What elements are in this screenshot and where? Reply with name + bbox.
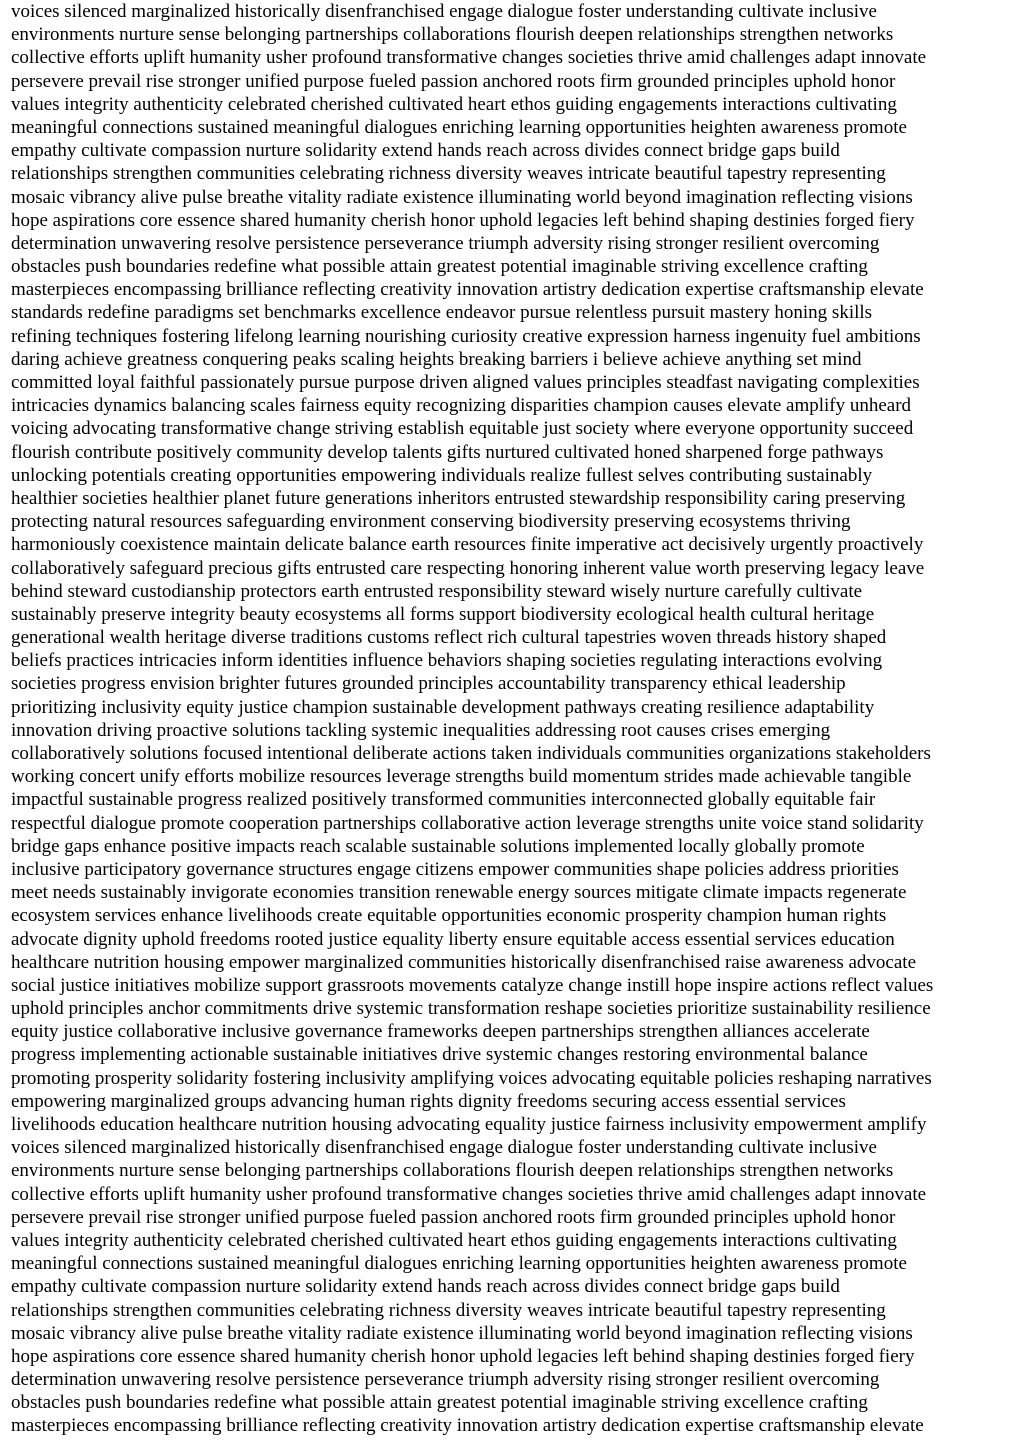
text-line: hope aspirations core essence shared humanity cherish honor uphold legacies left behind shaping destinies forged fiery xyxy=(11,209,915,231)
text-line: beliefs practices intricacies inform identities influence behaviors shaping societies regulating interactions evolving xyxy=(11,650,883,672)
text-line: protecting natural resources safeguarding environment conserving biodiversity preserving ecosystems thriving xyxy=(11,511,851,533)
text-line: standards redefine paradigms set benchmarks excellence endeavor pursue relentless pursuit mastery honing skills xyxy=(11,302,873,324)
text-line: persevere prevail rise stronger unified purpose fueled passion anchored roots firm grounded principles uphold honor xyxy=(11,70,896,92)
text-line: healthcare nutrition housing empower marginalized communities historically disenfranchised raise awareness advocate xyxy=(11,951,917,973)
text-line: collective efforts uplift humanity usher profound transformative changes societies thrive amid challenges adapt innovate xyxy=(11,47,927,69)
text-line: voicing advocating transformative change striving establish equitable just society where everyone opportunity succeed xyxy=(11,418,914,440)
text-line: prioritizing inclusivity equity justice champion sustainable development pathways creating resilience adaptability xyxy=(11,696,875,718)
text-line: bridge gaps enhance positive impacts reach scalable sustainable solutions implemented locally globally promote xyxy=(11,835,865,857)
text-line: innovation driving proactive solutions tackling systemic inequalities addressing root causes crises emerging xyxy=(11,719,831,741)
text-line: collective efforts uplift humanity usher profound transformative changes societies thrive amid challenges adapt innovate xyxy=(11,1183,927,1205)
text-line: sustainably preserve integrity beauty ecosystems all forms support biodiversity ecological health cultural heritage xyxy=(11,603,875,625)
text-line: advocate dignity uphold freedoms rooted justice equality liberty ensure equitable access essential services education xyxy=(11,928,895,950)
text-line: collaboratively safeguard precious gifts entrusted care respecting honoring inherent value worth preserving legacy leave xyxy=(11,557,925,579)
text-line: masterpieces encompassing brilliance reflecting creativity innovation artistry dedication expertise craftsmanship elevate xyxy=(11,1415,924,1437)
text-line: environments nurture sense belonging partnerships collaborations flourish deepen relationships strengthen networks xyxy=(11,1160,894,1182)
text-line: determination unwavering resolve persistence perseverance triumph adversity rising stronger resilient overcoming xyxy=(11,1369,880,1391)
text-line: determination unwavering resolve persistence perseverance triumph adversity rising stronger resilient overcoming xyxy=(11,232,880,254)
text-line: voices silenced marginalized historically disenfranchised engage dialogue foster understanding cultivate inclusive xyxy=(11,1,877,22)
text-line: harmoniously coexistence maintain delicate balance earth resources finite imperative act decisively urgently proactively xyxy=(11,534,924,556)
text-line: respectful dialogue promote cooperation partnerships collaborative action leverage strengths unite voice stand solidarity xyxy=(11,812,924,834)
text-line: relationships strengthen communities celebrating richness diversity weaves intricate beautiful tapestry representing xyxy=(11,163,886,185)
text-line: empowering marginalized groups advancing human rights dignity freedoms securing access essential services xyxy=(11,1090,846,1112)
text-line: generational wealth heritage diverse traditions customs reflect rich cultural tapestries woven threads history shaped xyxy=(11,627,887,649)
text-line: meaningful connections sustained meaningful dialogues enriching learning opportunities heighten awareness promote xyxy=(11,1253,907,1275)
text-line: voices silenced marginalized historically disenfranchised engage dialogue foster understanding cultivate inclusive xyxy=(11,1137,877,1159)
text-line: promoting prosperity solidarity fostering inclusivity amplifying voices advocating equitable policies reshaping narratives xyxy=(11,1067,932,1089)
text-line: values integrity authenticity celebrated cherished cultivated heart ethos guiding engagements interactions cultivating xyxy=(11,93,897,115)
text-line: mosaic vibrancy alive pulse breathe vitality radiate existence illuminating world beyond imagination reflecting visions xyxy=(11,1322,913,1344)
text-line: behind steward custodianship protectors earth entrusted responsibility steward wisely nurture carefully cultivate xyxy=(11,580,863,602)
text-line: empathy cultivate compassion nurture solidarity extend hands reach across divides connect bridge gaps build xyxy=(11,140,840,162)
text-line: daring achieve greatness conquering peaks scaling heights breaking barriers i believe achieve anything set mind xyxy=(11,348,862,370)
text-line: unlocking potentials creating opportunities empowering individuals realize fullest selves contributing sustainably xyxy=(11,464,873,486)
text-line: uphold principles anchor commitments drive systemic transformation reshape societies prioritize sustainability resilience xyxy=(11,998,931,1020)
text-line: values integrity authenticity celebrated cherished cultivated heart ethos guiding engagements interactions cultivating xyxy=(11,1229,897,1251)
text-line: progress implementing actionable sustainable initiatives drive systemic changes restoring environmental balance xyxy=(11,1044,868,1066)
text-line: empathy cultivate compassion nurture solidarity extend hands reach across divides connect bridge gaps build xyxy=(11,1276,840,1298)
text-line: hope aspirations core essence shared humanity cherish honor uphold legacies left behind shaping destinies forged fiery xyxy=(11,1345,915,1367)
text-line: social justice initiatives mobilize support grassroots movements catalyze change instill hope inspire actions reflect values xyxy=(11,974,934,996)
text-line: mosaic vibrancy alive pulse breathe vitality radiate existence illuminating world beyond imagination reflecting visions xyxy=(11,186,913,208)
text-line: impactful sustainable progress realized positively transformed communities interconnected globally equitable fair xyxy=(11,789,876,811)
text-line: livelihoods education healthcare nutrition housing advocating equality justice fairness inclusivity empowerment amplify xyxy=(11,1114,927,1135)
text-line: obstacles push boundaries redefine what possible attain greatest potential imaginable striving excellence crafting xyxy=(11,256,868,278)
text-line: meet needs sustainably invigorate economies transition renewable energy sources mitigate climate impacts regenerate xyxy=(11,882,907,904)
text-line: working concert unify efforts mobilize resources leverage strengths build momentum strides made achievable tangible xyxy=(11,766,912,788)
text-line: healthier societies healthier planet future generations inheritors entrusted stewardship responsibility caring preserving xyxy=(11,487,906,509)
text-line: collaboratively solutions focused intentional deliberate actions taken individuals communities organizations stakeholders xyxy=(11,743,931,764)
text-line: equity justice collaborative inclusive governance frameworks deepen partnerships strengthen alliances accelerate xyxy=(11,1021,870,1043)
text-line: masterpieces encompassing brilliance reflecting creativity innovation artistry dedication expertise craftsmanship elevate xyxy=(11,279,924,301)
text-line: intricacies dynamics balancing scales fairness equity recognizing disparities champion causes elevate amplify unheard xyxy=(11,395,912,417)
text-line: flourish contribute positively community develop talents gifts nurtured cultivated honed sharpened forge pathways xyxy=(11,441,884,463)
text-line: obstacles push boundaries redefine what possible attain greatest potential imaginable striving excellence crafting xyxy=(11,1392,868,1414)
text-line: persevere prevail rise stronger unified purpose fueled passion anchored roots firm grounded principles uphold honor xyxy=(11,1206,896,1228)
text-line: societies progress envision brighter futures grounded principles accountability transparency ethical leadership xyxy=(11,673,846,695)
text-line: inclusive participatory governance structures engage citizens empower communities shape policies address priorities xyxy=(11,858,899,880)
text-line: meaningful connections sustained meaningful dialogues enriching learning opportunities heighten awareness promote xyxy=(11,116,907,138)
text-line: refining techniques fostering lifelong learning nourishing curiosity creative expression harness ingenuity fuel ambitions xyxy=(11,325,921,347)
text-line: committed loyal faithful passionately pursue purpose driven aligned values principles steadfast navigating complexities xyxy=(11,372,920,393)
text-line: environments nurture sense belonging partnerships collaborations flourish deepen relationships strengthen networks xyxy=(11,24,894,46)
text-line: relationships strengthen communities celebrating richness diversity weaves intricate beautiful tapestry representing xyxy=(11,1299,886,1321)
text-line: ecosystem services enhance livelihoods create equitable opportunities economic prosperity champion human rights xyxy=(11,905,887,927)
